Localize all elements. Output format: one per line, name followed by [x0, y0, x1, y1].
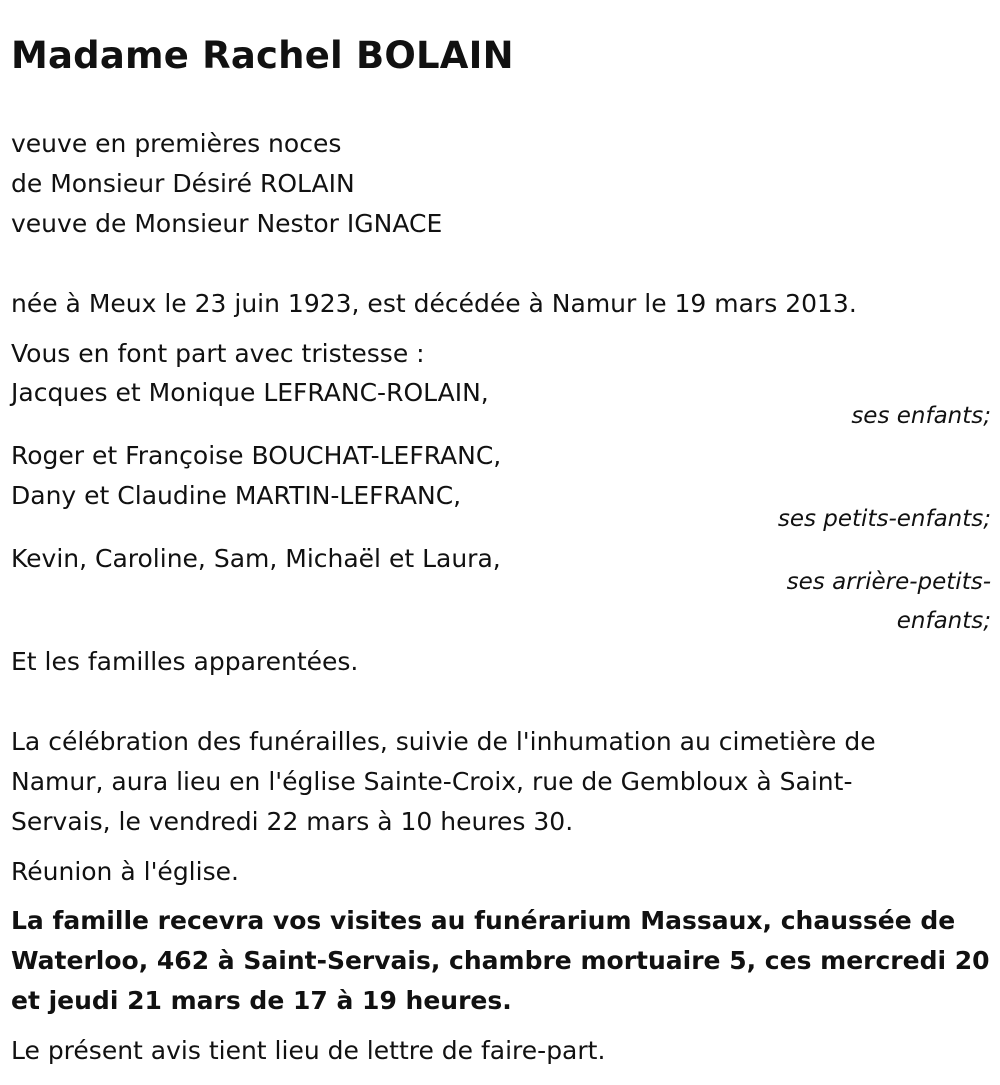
- families-line: Et les familles apparentées.: [11, 647, 359, 676]
- ceremony-line-2: Namur, aura lieu en l'église Sainte-Croix, rue de Gembloux à Saint-: [11, 767, 853, 796]
- grandchildren-names-2: Dany et Claudine MARTIN-LEFRANC,: [11, 481, 462, 510]
- children-names: Jacques et Monique LEFRANC-ROLAIN,: [11, 378, 489, 407]
- widowhood-line-3: veuve de Monsieur Nestor IGNACE: [11, 209, 443, 238]
- widowhood-line-1: veuve en premières noces: [11, 129, 342, 158]
- great-grandchildren-names: Kevin, Caroline, Sam, Michaël et Laura,: [11, 544, 501, 573]
- deceased-name: Madame Rachel BOLAIN: [11, 34, 514, 77]
- great-grandchildren-role-2: enfants;: [896, 608, 991, 634]
- great-grandchildren-role-1: ses arrière-petits-: [786, 569, 991, 595]
- announce-intro: Vous en font part avec tristesse :: [11, 339, 425, 368]
- ceremony-line-3: Servais, le vendredi 22 mars à 10 heures 30.: [11, 807, 574, 836]
- visits-line-3: et jeudi 21 mars de 17 à 19 heures.: [11, 986, 512, 1015]
- grandchildren-names-1: Roger et Françoise BOUCHAT-LEFRANC,: [11, 441, 502, 470]
- grandchildren-role: ses petits-enfants;: [777, 506, 991, 532]
- children-role: ses enfants;: [851, 403, 991, 429]
- meeting-line: Réunion à l'église.: [11, 857, 239, 886]
- closing-line: Le présent avis tient lieu de lettre de faire-part.: [11, 1036, 606, 1065]
- visits-line-2: Waterloo, 462 à Saint-Servais, chambre mortuaire 5, ces mercredi 20: [11, 946, 990, 975]
- visits-line-1: La famille recevra vos visites au funérarium Massaux, chaussée de: [11, 906, 956, 935]
- birth-death-line: née à Meux le 23 juin 1923, est décédée à Namur le 19 mars 2013.: [11, 289, 857, 318]
- widowhood-line-2: de Monsieur Désiré ROLAIN: [11, 169, 355, 198]
- ceremony-line-1: La célébration des funérailles, suivie de l'inhumation au cimetière de: [11, 727, 876, 756]
